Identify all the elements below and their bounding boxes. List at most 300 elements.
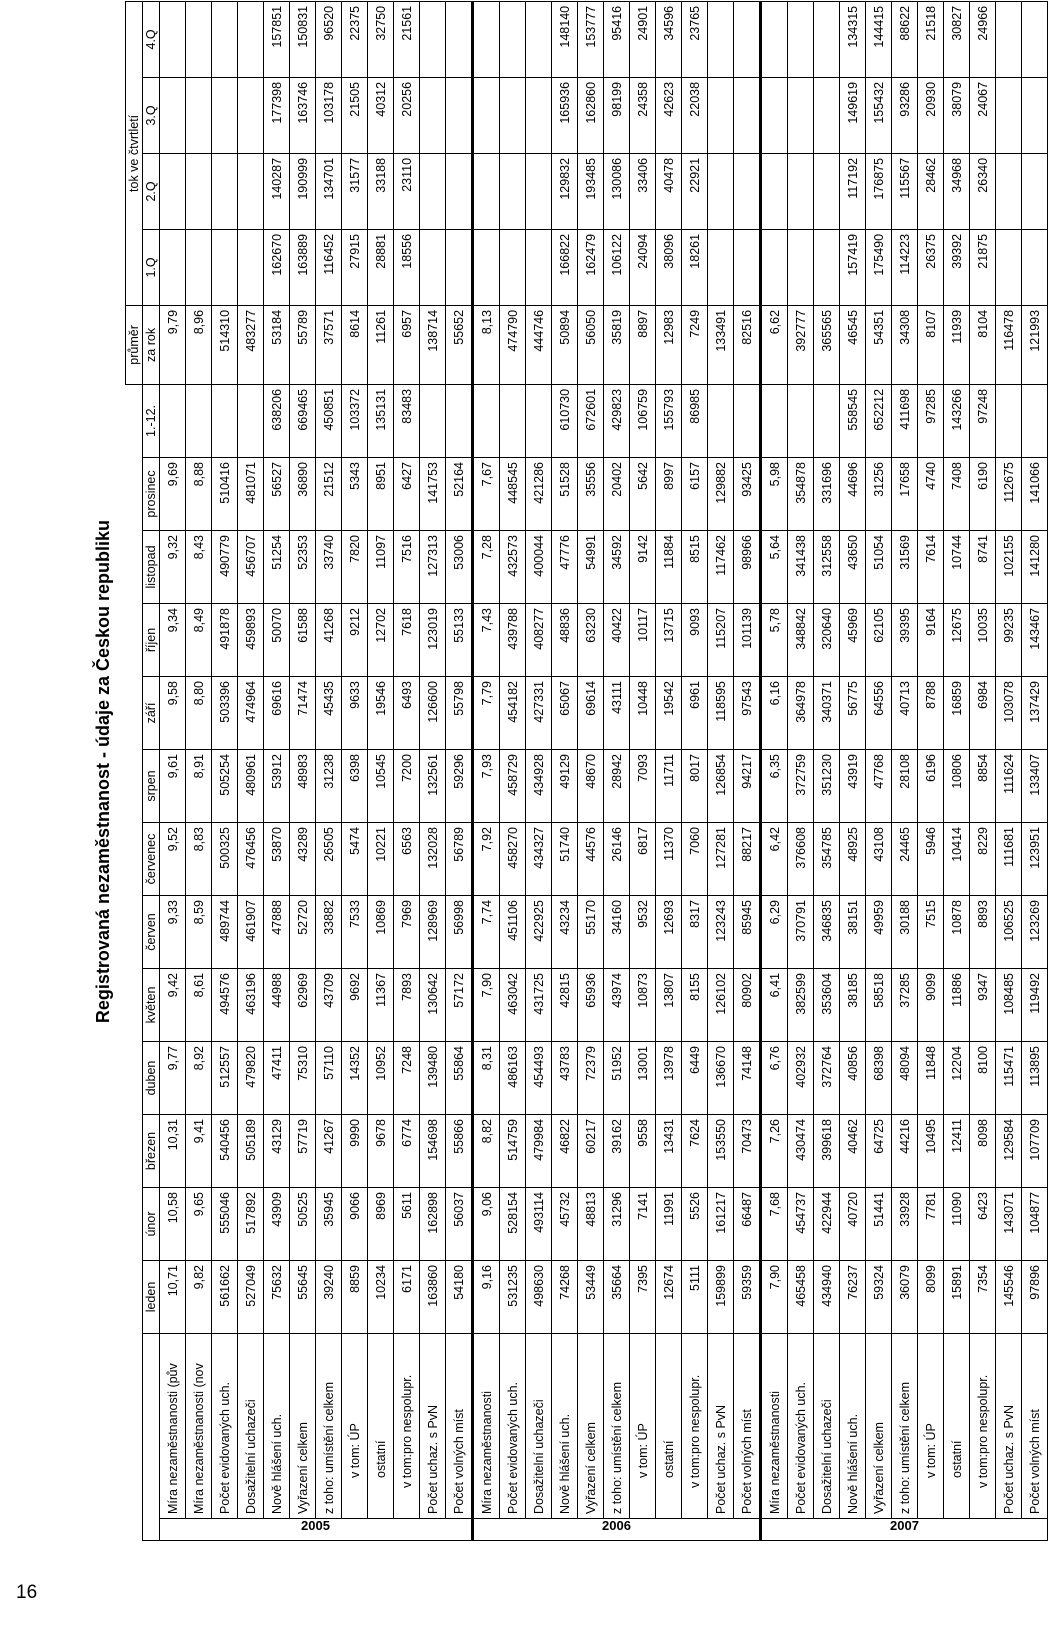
quarter-flow <box>238 229 264 305</box>
year-cell <box>761 1519 1048 1541</box>
year-average: 8,13 <box>473 305 500 384</box>
year-average: 55652 <box>446 305 473 384</box>
quarter-flow: 21875 <box>970 229 996 305</box>
month-value: 10878 <box>944 896 970 969</box>
quarter-flow <box>160 229 186 305</box>
month-value: 126854 <box>708 750 734 823</box>
quarter-flow: 134315 <box>840 1 866 77</box>
quarter-flow <box>160 153 186 229</box>
table-row <box>682 1 708 1540</box>
month-value: 43783 <box>552 1042 578 1115</box>
header-quarter: 2.Q <box>143 153 160 229</box>
month-value: 10744 <box>944 531 970 604</box>
month-value: 132028 <box>420 823 446 896</box>
row-label: Dosažitelní uchazeči <box>238 1334 264 1519</box>
quarter-flow: 34596 <box>656 1 682 77</box>
month-value: 11991 <box>656 1188 682 1261</box>
range-total: 411698 <box>892 384 918 457</box>
range-total: 86985 <box>682 384 708 457</box>
range-total <box>526 384 552 457</box>
quarter-flow: 24901 <box>630 1 656 77</box>
table-row <box>264 1 290 1540</box>
month-value: 8,88 <box>186 458 212 531</box>
table-row <box>420 1 446 1540</box>
quarter-flow <box>186 77 212 153</box>
quarter-flow <box>446 77 473 153</box>
header-month: květen <box>143 969 160 1042</box>
month-value: 26505 <box>316 823 342 896</box>
month-value: 7969 <box>394 896 420 969</box>
range-total <box>446 384 473 457</box>
month-value: 490779 <box>212 531 238 604</box>
table-row <box>160 1 186 1540</box>
row-label: v tom:pro nespolupr. <box>682 1334 708 1519</box>
month-value: 130642 <box>420 969 446 1042</box>
year-average: 121993 <box>1022 305 1048 384</box>
month-value: 13978 <box>656 1042 682 1115</box>
month-value: 51054 <box>866 531 892 604</box>
month-value: 5611 <box>394 1188 420 1261</box>
month-value: 5946 <box>918 823 944 896</box>
quarter-flow: 144415 <box>866 1 892 77</box>
month-value: 9347 <box>970 969 996 1042</box>
quarter-flow: 30827 <box>944 1 970 77</box>
quarter-flow: 88622 <box>892 1 918 77</box>
quarter-flow: 150831 <box>290 1 316 77</box>
row-label: ostatní <box>944 1334 970 1519</box>
month-value: 48983 <box>290 750 316 823</box>
month-value: 8854 <box>970 750 996 823</box>
quarter-flow: 40478 <box>656 153 682 229</box>
year-average: 11939 <box>944 305 970 384</box>
quarter-flow: 114223 <box>892 229 918 305</box>
month-value: 57172 <box>446 969 473 1042</box>
month-value: 434940 <box>814 1261 840 1334</box>
month-value: 399618 <box>814 1115 840 1188</box>
month-value: 97543 <box>734 677 761 750</box>
month-value: 55798 <box>446 677 473 750</box>
month-value: 346835 <box>814 896 840 969</box>
month-value: 7200 <box>394 750 420 823</box>
range-total <box>734 384 761 457</box>
month-value: 5,78 <box>761 604 788 677</box>
month-value: 46822 <box>552 1115 578 1188</box>
quarter-flow: 39392 <box>944 229 970 305</box>
month-value: 448545 <box>500 458 526 531</box>
month-value: 143071 <box>996 1188 1022 1261</box>
range-total: 106759 <box>630 384 656 457</box>
row-label: v tom:pro nespolupr. <box>970 1334 996 1519</box>
quarter-flow: 115567 <box>892 153 918 229</box>
quarter-flow: 155432 <box>866 77 892 153</box>
month-value: 432573 <box>500 531 526 604</box>
month-value: 376608 <box>788 823 814 896</box>
month-value: 59296 <box>446 750 473 823</box>
month-value: 119492 <box>1022 969 1048 1042</box>
quarter-flow <box>473 229 500 305</box>
quarter-flow: 149619 <box>840 77 866 153</box>
month-value: 479984 <box>526 1115 552 1188</box>
table-row <box>708 1 734 1540</box>
month-value: 422925 <box>526 896 552 969</box>
month-value: 30188 <box>892 896 918 969</box>
quarter-flow <box>1022 229 1048 305</box>
quarter-flow <box>788 229 814 305</box>
quarter-flow: 157419 <box>840 229 866 305</box>
row-label: z toho: umístění celkem <box>892 1334 918 1519</box>
month-value: 7624 <box>682 1115 708 1188</box>
month-value: 9,61 <box>160 750 186 823</box>
month-value: 531235 <box>500 1261 526 1334</box>
month-value: 354785 <box>814 823 840 896</box>
month-value: 37285 <box>892 969 918 1042</box>
month-value: 7248 <box>394 1042 420 1115</box>
month-value: 13001 <box>630 1042 656 1115</box>
quarter-flow: 23110 <box>394 153 420 229</box>
month-value: 74268 <box>552 1261 578 1334</box>
month-value: 463042 <box>500 969 526 1042</box>
month-value: 64725 <box>866 1115 892 1188</box>
year-average: 8614 <box>342 305 368 384</box>
quarter-flow <box>761 77 788 153</box>
quarter-flow <box>734 229 761 305</box>
header-month: leden <box>143 1261 160 1334</box>
quarter-flow <box>446 153 473 229</box>
year-average: 56050 <box>578 305 604 384</box>
row-label: Vyřazení celkem <box>578 1334 604 1519</box>
month-value: 141280 <box>1022 531 1048 604</box>
header-range: 1.-12. <box>143 384 160 457</box>
quarter-flow <box>212 1 238 77</box>
range-total: 638206 <box>264 384 290 457</box>
month-value: 6817 <box>630 823 656 896</box>
month-value: 9212 <box>342 604 368 677</box>
quarter-flow: 18556 <box>394 229 420 305</box>
month-value: 17658 <box>892 458 918 531</box>
table-row <box>656 1 682 1540</box>
month-value: 505189 <box>238 1115 264 1188</box>
month-value: 36079 <box>892 1261 918 1334</box>
month-value: 99235 <box>996 604 1022 677</box>
month-value: 12204 <box>944 1042 970 1115</box>
year-average: 483277 <box>238 305 264 384</box>
month-value: 320640 <box>814 604 840 677</box>
month-value: 528154 <box>500 1188 526 1261</box>
quarter-flow <box>708 77 734 153</box>
month-value: 62105 <box>866 604 892 677</box>
month-value: 127281 <box>708 823 734 896</box>
quarter-flow: 40312 <box>368 77 394 153</box>
table-row <box>944 1 970 1540</box>
month-value: 57719 <box>290 1115 316 1188</box>
month-value: 11097 <box>368 531 394 604</box>
year-average: 82516 <box>734 305 761 384</box>
year-label: 2005 <box>301 1518 330 1534</box>
quarter-flow: 22038 <box>682 77 708 153</box>
range-total: 97248 <box>970 384 996 457</box>
row-label: z toho: umístění celkem <box>316 1334 342 1519</box>
quarter-flow <box>708 153 734 229</box>
month-value: 69616 <box>264 677 290 750</box>
month-value: 8155 <box>682 969 708 1042</box>
quarter-flow <box>500 153 526 229</box>
month-value: 28942 <box>604 750 630 823</box>
row-label: Počet volných míst <box>734 1334 761 1519</box>
month-value: 422944 <box>814 1188 840 1261</box>
month-value: 129882 <box>708 458 734 531</box>
month-value: 56998 <box>446 896 473 969</box>
year-label: 2007 <box>890 1518 919 1534</box>
month-value: 5343 <box>342 458 368 531</box>
month-value: 44988 <box>264 969 290 1042</box>
range-total <box>238 384 264 457</box>
month-value: 9099 <box>918 969 944 1042</box>
month-value: 39395 <box>892 604 918 677</box>
quarter-flow: 157851 <box>264 1 290 77</box>
year-average: 6,62 <box>761 305 788 384</box>
month-value: 6,16 <box>761 677 788 750</box>
month-value: 42815 <box>552 969 578 1042</box>
quarter-flow: 22921 <box>682 153 708 229</box>
range-total <box>212 384 238 457</box>
month-value: 340371 <box>814 677 840 750</box>
month-value: 56037 <box>446 1188 473 1261</box>
month-value: 53006 <box>446 531 473 604</box>
month-value: 6423 <box>970 1188 996 1261</box>
month-value: 55170 <box>578 896 604 969</box>
month-value: 10,71 <box>160 1261 186 1334</box>
month-value: 14352 <box>342 1042 368 1115</box>
month-value: 47411 <box>264 1042 290 1115</box>
month-value: 132561 <box>420 750 446 823</box>
table-row <box>1022 1 1048 1540</box>
month-value: 28108 <box>892 750 918 823</box>
month-value: 456707 <box>238 531 264 604</box>
table-row <box>552 1 578 1540</box>
month-value: 7,90 <box>473 969 500 1042</box>
header-month: červenec <box>143 823 160 896</box>
quarter-flow: 18261 <box>682 229 708 305</box>
quarter-flow: 106122 <box>604 229 630 305</box>
month-value: 561662 <box>212 1261 238 1334</box>
month-value: 12674 <box>656 1261 682 1334</box>
month-value: 479820 <box>238 1042 264 1115</box>
quarter-flow: 22375 <box>342 1 368 77</box>
month-value: 461907 <box>238 896 264 969</box>
row-label: Počet evidovaných uch. <box>500 1334 526 1519</box>
table-row <box>814 1 840 1540</box>
header-quarter: 1.Q <box>143 229 160 305</box>
month-value: 5474 <box>342 823 368 896</box>
quarter-flow <box>708 1 734 77</box>
month-value: 8099 <box>918 1261 944 1334</box>
month-value: 7614 <box>918 531 944 604</box>
month-value: 55864 <box>446 1042 473 1115</box>
month-value: 8,92 <box>186 1042 212 1115</box>
quarter-flow: 24094 <box>630 229 656 305</box>
month-value: 9558 <box>630 1115 656 1188</box>
month-value: 6,76 <box>761 1042 788 1115</box>
month-value: 26146 <box>604 823 630 896</box>
month-value: 402932 <box>788 1042 814 1115</box>
quarter-flow: 153777 <box>578 1 604 77</box>
month-value: 454182 <box>500 677 526 750</box>
month-value: 48813 <box>578 1188 604 1261</box>
quarter-flow <box>238 1 264 77</box>
month-value: 540456 <box>212 1115 238 1188</box>
month-value: 6984 <box>970 677 996 750</box>
header-month: březen <box>143 1115 160 1188</box>
month-value: 9,58 <box>160 677 186 750</box>
month-value: 13431 <box>656 1115 682 1188</box>
quarter-flow: 148140 <box>552 1 578 77</box>
year-average: 37571 <box>316 305 342 384</box>
month-value: 372759 <box>788 750 814 823</box>
quarter-flow: 140287 <box>264 153 290 229</box>
month-value: 108485 <box>996 969 1022 1042</box>
month-value: 8515 <box>682 531 708 604</box>
month-value: 6,41 <box>761 969 788 1042</box>
month-value: 53870 <box>264 823 290 896</box>
month-value: 123951 <box>1022 823 1048 896</box>
month-value: 45435 <box>316 677 342 750</box>
month-value: 474964 <box>238 677 264 750</box>
month-value: 9678 <box>368 1115 394 1188</box>
month-value: 481071 <box>238 458 264 531</box>
month-value: 163860 <box>420 1261 446 1334</box>
header-quarter: 3.Q <box>143 77 160 153</box>
month-value: 439788 <box>500 604 526 677</box>
year-average: 8,96 <box>186 305 212 384</box>
month-value: 43234 <box>552 896 578 969</box>
table-row <box>473 1 500 1540</box>
month-value: 137429 <box>1022 677 1048 750</box>
table-row <box>734 1 761 1540</box>
month-value: 10,31 <box>160 1115 186 1188</box>
quarter-flow <box>473 77 500 153</box>
year-average: 133491 <box>708 305 734 384</box>
row-label: Počet uchaz. s PvN <box>708 1334 734 1519</box>
row-label: Počet uchaz. s PvN <box>996 1334 1022 1519</box>
month-value: 115471 <box>996 1042 1022 1115</box>
quarter-flow <box>761 229 788 305</box>
range-total <box>186 384 212 457</box>
month-value: 39240 <box>316 1261 342 1334</box>
month-value: 102155 <box>996 531 1022 604</box>
month-value: 43709 <box>316 969 342 1042</box>
month-value: 427331 <box>526 677 552 750</box>
month-value: 70473 <box>734 1115 761 1188</box>
month-value: 480961 <box>238 750 264 823</box>
quarter-flow <box>420 153 446 229</box>
month-value: 10,58 <box>160 1188 186 1261</box>
month-value: 8,49 <box>186 604 212 677</box>
header-month: září <box>143 677 160 750</box>
header-month: duben <box>143 1042 160 1115</box>
row-label: Počet volných míst <box>1022 1334 1048 1519</box>
month-value: 9066 <box>342 1188 368 1261</box>
range-total: 669465 <box>290 384 316 457</box>
month-value: 7820 <box>342 531 368 604</box>
quarter-flow <box>160 1 186 77</box>
quarter-flow <box>526 153 552 229</box>
quarter-flow <box>734 153 761 229</box>
month-value: 133407 <box>1022 750 1048 823</box>
month-value: 7781 <box>918 1188 944 1261</box>
month-value: 8317 <box>682 896 708 969</box>
quarter-flow <box>473 153 500 229</box>
range-total <box>500 384 526 457</box>
month-value: 80902 <box>734 969 761 1042</box>
month-value: 55133 <box>446 604 473 677</box>
month-value: 408277 <box>526 604 552 677</box>
month-value: 141753 <box>420 458 446 531</box>
header-month: únor <box>143 1188 160 1261</box>
month-value: 9,65 <box>186 1188 212 1261</box>
quarter-flow <box>186 153 212 229</box>
month-value: 421286 <box>526 458 552 531</box>
month-value: 9,32 <box>160 531 186 604</box>
table-row <box>761 1 788 1540</box>
table-row <box>238 1 264 1540</box>
month-value: 10952 <box>368 1042 394 1115</box>
month-value: 61588 <box>290 604 316 677</box>
header-flow: tok ve čtvrtletí <box>126 1 143 305</box>
quarter-flow <box>526 77 552 153</box>
month-value: 503396 <box>212 677 238 750</box>
month-value: 111681 <box>996 823 1022 896</box>
month-value: 45969 <box>840 604 866 677</box>
month-value: 33740 <box>316 531 342 604</box>
month-value: 50070 <box>264 604 290 677</box>
month-value: 143467 <box>1022 604 1048 677</box>
month-value: 500325 <box>212 823 238 896</box>
month-value: 36890 <box>290 458 316 531</box>
month-value: 454493 <box>526 1042 552 1115</box>
month-value: 52353 <box>290 531 316 604</box>
month-value: 19546 <box>368 677 394 750</box>
quarter-flow: 166822 <box>552 229 578 305</box>
table-row <box>788 1 814 1540</box>
month-value: 115207 <box>708 604 734 677</box>
row-label: Nově hlášení uch. <box>552 1334 578 1519</box>
month-value: 7,68 <box>761 1188 788 1261</box>
month-value: 47776 <box>552 531 578 604</box>
month-value: 43129 <box>264 1115 290 1188</box>
unemployment-table <box>125 1 1048 1541</box>
month-value: 8893 <box>970 896 996 969</box>
month-value: 11370 <box>656 823 682 896</box>
month-value: 54991 <box>578 531 604 604</box>
range-total <box>473 384 500 457</box>
month-value: 47768 <box>866 750 892 823</box>
month-value: 43909 <box>264 1188 290 1261</box>
month-value: 8,91 <box>186 750 212 823</box>
quarter-flow: 162479 <box>578 229 604 305</box>
header-quarter: 4.Q <box>143 1 160 77</box>
quarter-flow <box>473 1 500 77</box>
month-value: 69614 <box>578 677 604 750</box>
table-row <box>212 1 238 1540</box>
year-cell <box>160 1519 473 1541</box>
month-value: 48094 <box>892 1042 918 1115</box>
range-total: 143266 <box>944 384 970 457</box>
month-value: 8788 <box>918 677 944 750</box>
month-value: 5111 <box>682 1261 708 1334</box>
month-value: 9142 <box>630 531 656 604</box>
month-value: 31256 <box>866 458 892 531</box>
month-value: 555046 <box>212 1188 238 1261</box>
